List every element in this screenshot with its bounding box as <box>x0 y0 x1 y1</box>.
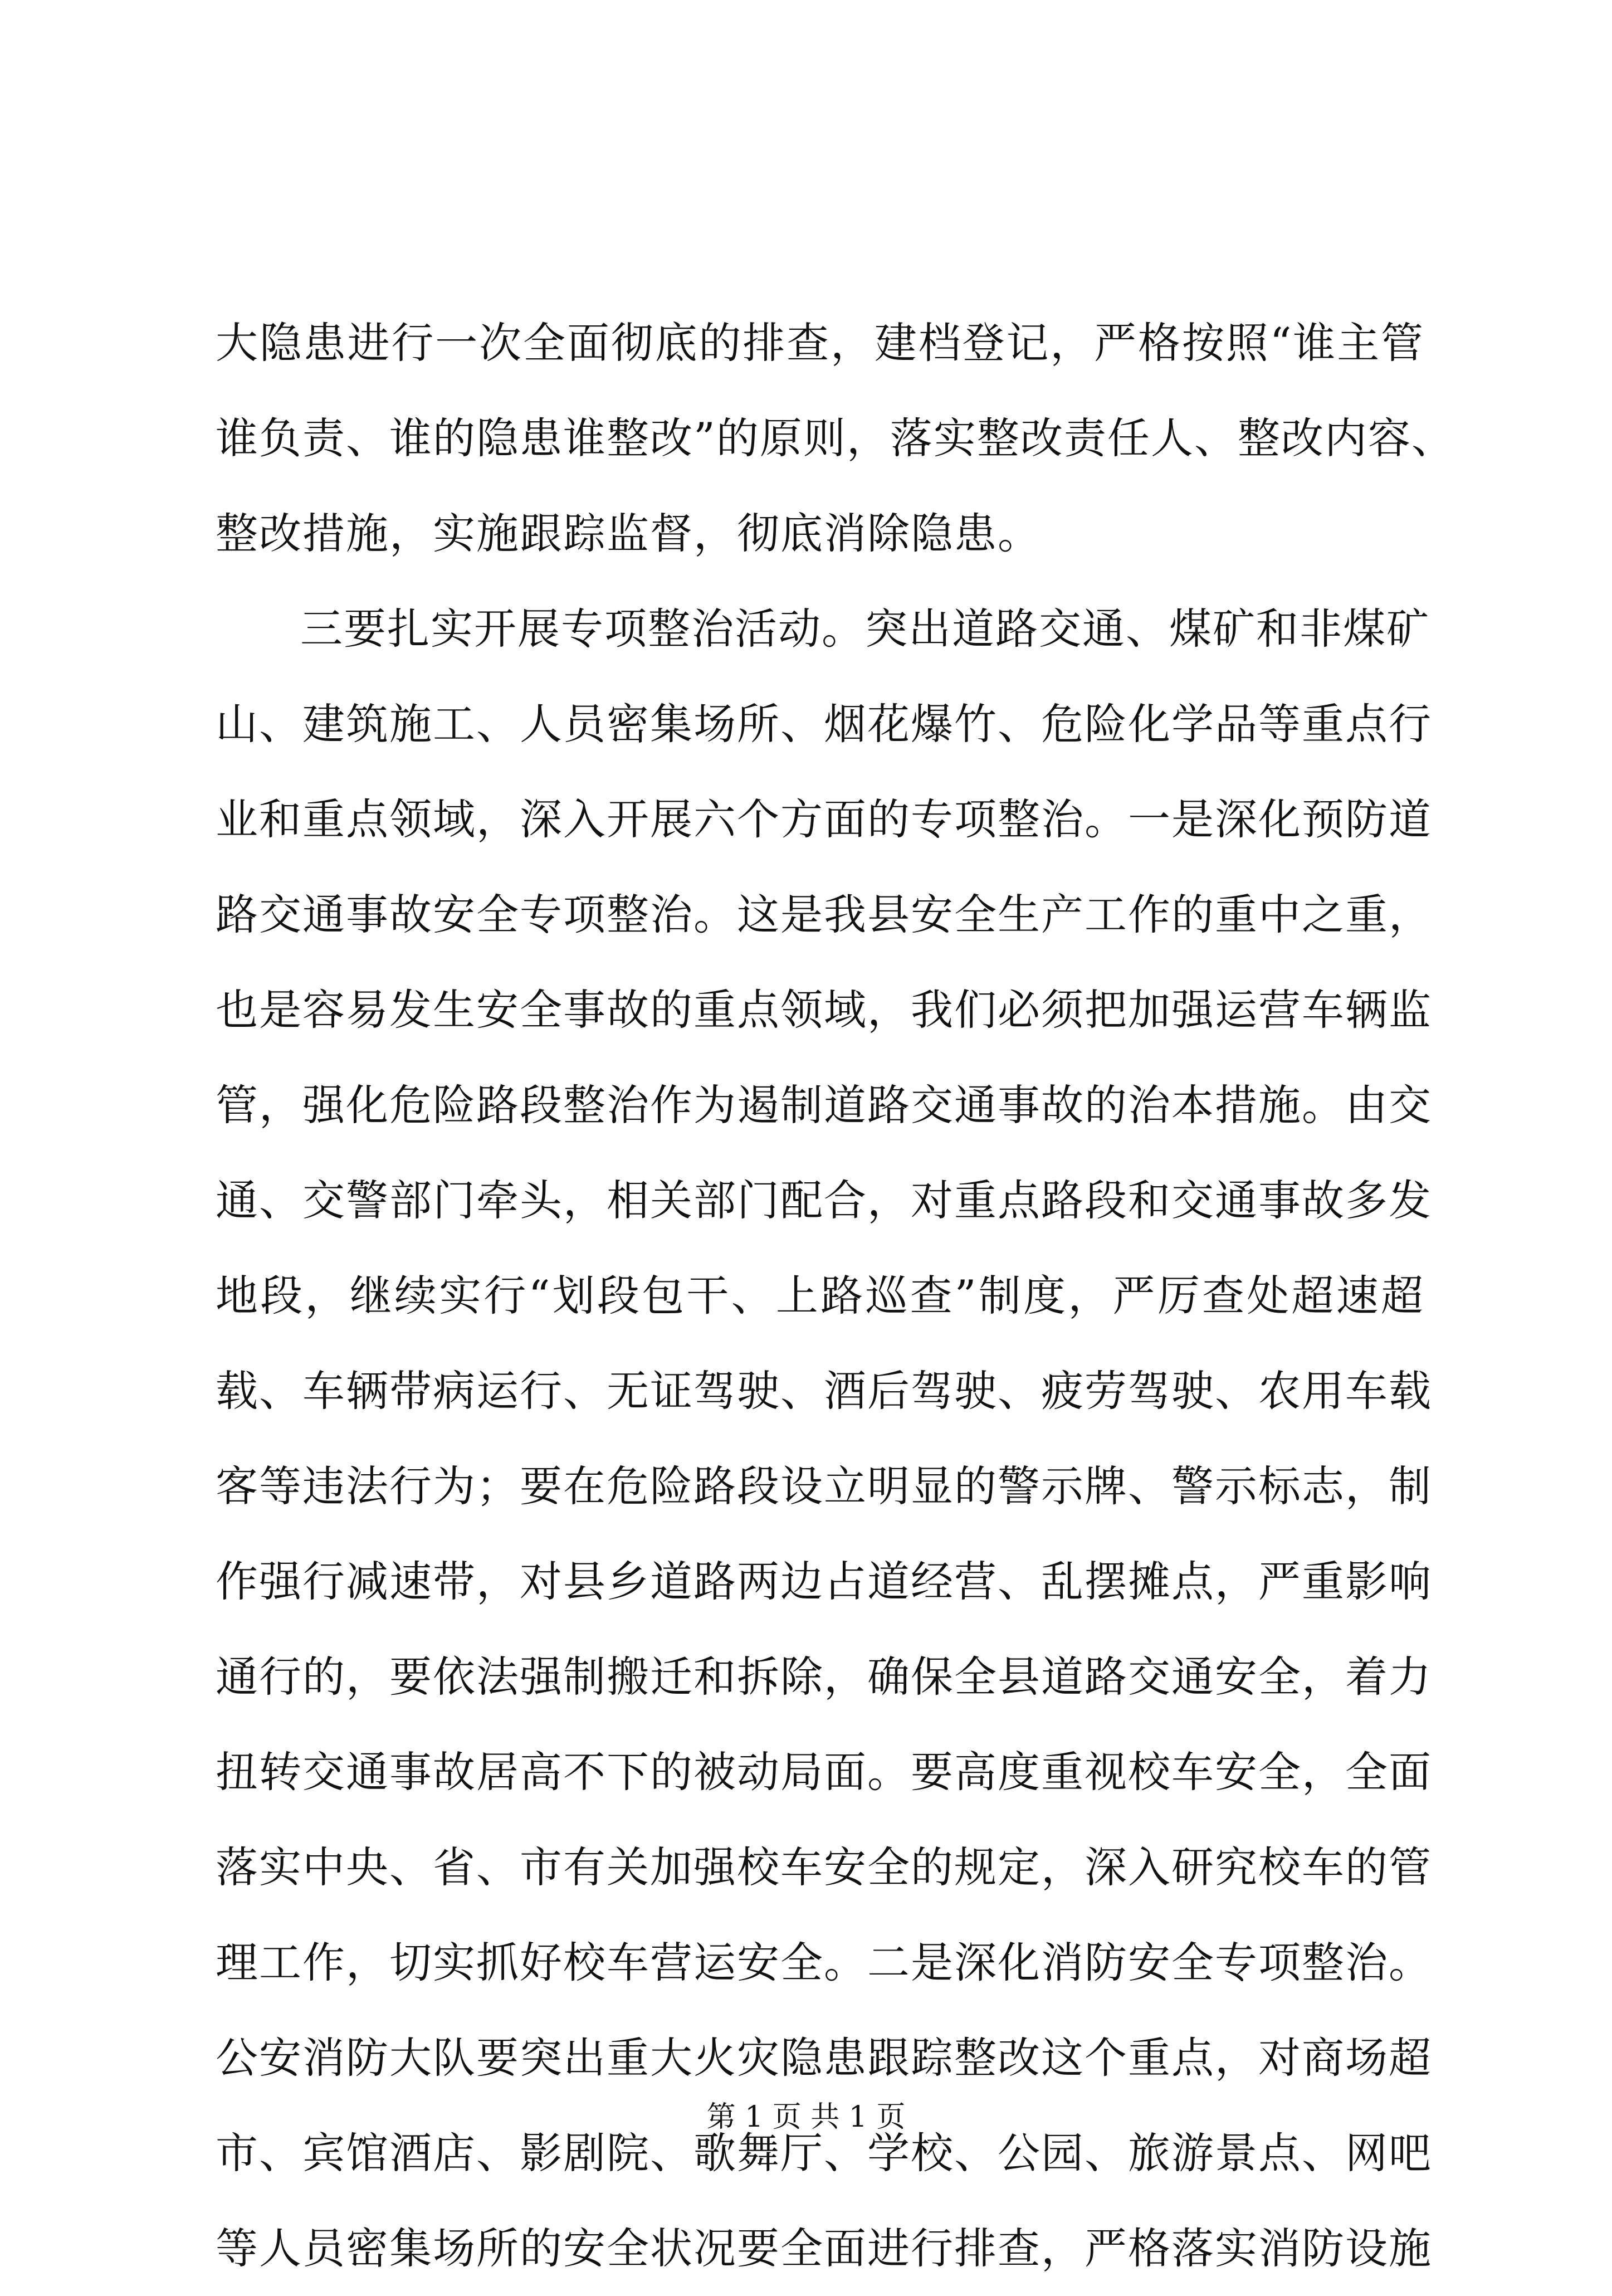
text-line: 也是容易发生安全事故的重点领域，我们必须把加强运营车辆监 <box>216 985 1432 1035</box>
text-line: 载、车辆带病运行、无证驾驶、酒后驾驶、疲劳驾驶、农用车载 <box>216 1366 1432 1416</box>
text-line: 通行的，要依法强制搬迁和拆除，确保全县道路交通安全，着力 <box>216 1652 1432 1702</box>
paragraph-first-line: 三要扎实开展专项整治活动。突出道路交通、煤矿和非煤矿 <box>300 604 1430 654</box>
text-line: 整改措施，实施跟踪监督，彻底消除隐患。 <box>216 509 1041 558</box>
text-line: 地段，继续实行“划段包干、上路巡查”制度，严厉查处超速超 <box>216 1271 1424 1320</box>
text-line: 客等违法行为；要在危险路段设立明显的警示牌、警示标志，制 <box>216 1461 1432 1511</box>
text-line: 公安消防大队要突出重大火灾隐患跟踪整改这个重点，对商场超 <box>216 2033 1432 2083</box>
text-line: 业和重点领域，深入开展六个方面的专项整治。一是深化预防道 <box>216 794 1432 844</box>
text-line: 路交通事故安全专项整治。这是我县安全生产工作的重中之重， <box>216 890 1432 939</box>
text-line: 理工作，切实抓好校车营运安全。二是深化消防安全专项整治。 <box>216 1938 1432 1987</box>
text-line: 作强行减速带，对县乡道路两边占道经营、乱摆摊点，严重影响 <box>216 1557 1432 1606</box>
text-line: 山、建筑施工、人员密集场所、烟花爆竹、危险化学品等重点行 <box>216 699 1432 749</box>
body-text <box>216 295 1455 2296</box>
text-line: 扭转交通事故居高不下的被动局面。要高度重视校车安全，全面 <box>216 1747 1432 1797</box>
text-line: 等人员密集场所的安全状况要全面进行排查，严格落实消防设施 <box>216 2224 1432 2273</box>
text-line: 落实中央、省、市有关加强校车安全的规定，深入研究校车的管 <box>216 1842 1432 1892</box>
text-line: 通、交警部门牵头，相关部门配合，对重点路段和交通事故多发 <box>216 1176 1432 1225</box>
page-footer: 第 1 页 共 1 页 <box>706 2100 906 2134</box>
text-line: 管，强化危险路段整治作为遏制道路交通事故的治本措施。由交 <box>216 1080 1432 1130</box>
text-line: 大隐患进行一次全面彻底的排查，建档登记，严格按照“谁主管 <box>216 318 1424 368</box>
text-line: 市、宾馆酒店、影剧院、歌舞厅、学校、公园、旅游景点、网吧 <box>216 2128 1432 2178</box>
text-line: 谁负责、谁的隐患谁整改”的原则，落实整改责任人、整改内容、 <box>216 413 1455 463</box>
